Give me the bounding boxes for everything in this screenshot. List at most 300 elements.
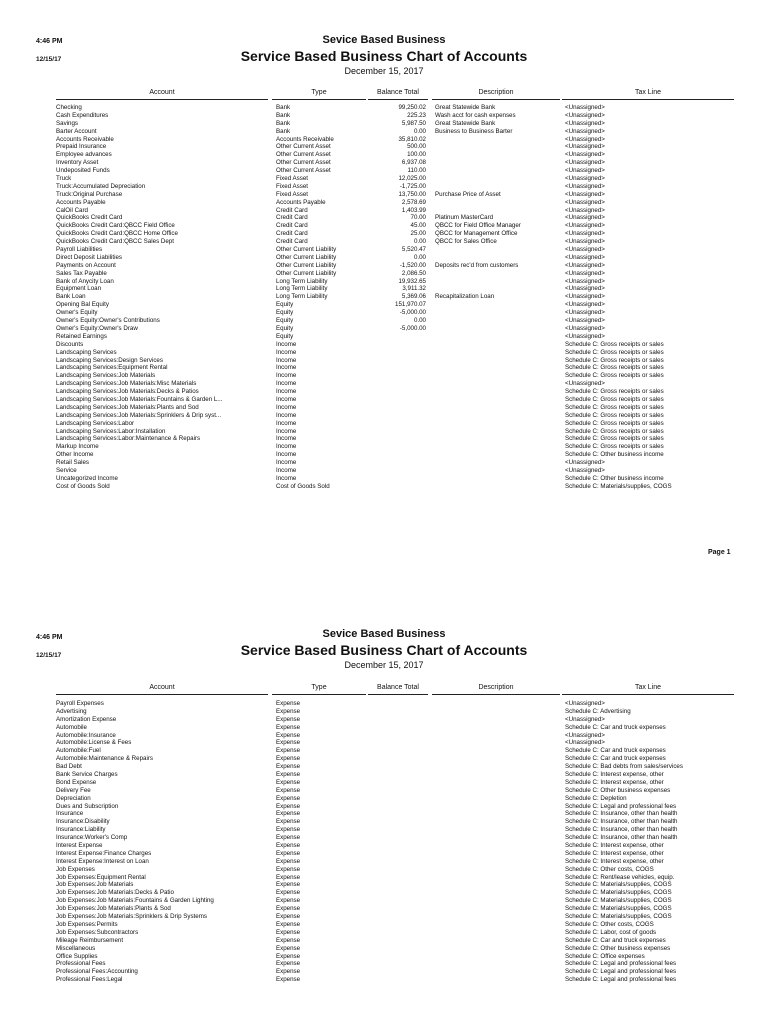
table-row <box>0 333 768 341</box>
table-row <box>0 412 768 420</box>
print-time: 4:46 PM <box>36 38 63 45</box>
account-name: Retained Earnings <box>56 332 107 340</box>
col-balance: Balance Total <box>377 684 419 691</box>
account-description: QBCC for Sales Office <box>435 238 497 246</box>
account-type: Expense <box>276 723 301 731</box>
tax-line: Schedule C: Gross receipts or sales <box>565 364 664 372</box>
account-name: Owner's Equity:Owner's Contributions <box>56 317 160 325</box>
table-row <box>0 968 768 976</box>
account-type: Long Term Liability <box>276 293 328 301</box>
balance-total: 110.00 <box>407 167 426 175</box>
account-name: Job Expenses:Job Materials:Fountains & Garden Lighting <box>56 897 214 905</box>
account-name: QuickBooks Credit Card:QBCC Field Office <box>56 222 175 230</box>
account-name: Landscaping Services:Job Materials:Sprinklers & Drip syst... <box>56 411 222 419</box>
account-name: Accounts Payable <box>56 198 106 206</box>
account-name: Landscaping Services:Job Materials:Plants and Sod <box>56 403 199 411</box>
col-tax-line: Tax Line <box>634 684 662 691</box>
account-type: Expense <box>276 936 301 944</box>
table-row <box>0 214 768 222</box>
account-name: Automobile:License & Fees <box>56 739 132 747</box>
account-name: Bank of Anycity Loan <box>56 277 114 285</box>
account-type: Expense <box>276 849 301 857</box>
table-row <box>0 151 768 159</box>
account-name: Job Expenses:Permits <box>56 920 118 928</box>
table-row <box>0 724 768 732</box>
account-type: Expense <box>276 810 301 818</box>
account-name: Uncategorized Income <box>56 474 118 482</box>
table-row <box>0 364 768 372</box>
table-row <box>0 451 768 459</box>
table-row <box>0 755 768 763</box>
tax-line: <Unassigned> <box>565 739 605 747</box>
tax-line: <Unassigned> <box>565 715 605 723</box>
tax-line: Schedule C: Legal and professional fees <box>565 960 677 968</box>
table-row <box>0 357 768 365</box>
account-type: Income <box>276 395 297 403</box>
header-rule <box>562 99 734 100</box>
table-row <box>0 199 768 207</box>
table-row <box>0 349 768 357</box>
tax-line: Schedule C: Gross receipts or sales <box>565 388 664 396</box>
tax-line: Schedule C: Materials/supplies, COGS <box>565 905 672 913</box>
tax-line: <Unassigned> <box>565 380 605 388</box>
company-name: Sevice Based Business <box>322 628 446 640</box>
col-description: Description <box>478 684 514 691</box>
account-type: Expense <box>276 818 301 826</box>
account-type: Expense <box>276 715 301 723</box>
table-row <box>0 953 768 961</box>
table-row <box>0 183 768 191</box>
table-row <box>0 803 768 811</box>
account-type: Credit Card <box>276 214 308 222</box>
tax-line: Schedule C: Materials/supplies, COGS <box>565 889 672 897</box>
table-row <box>0 112 768 120</box>
tax-line: Schedule C: Materials/supplies, COGS <box>565 482 672 490</box>
table-row <box>0 443 768 451</box>
table-row <box>0 945 768 953</box>
account-type: Equity <box>276 332 294 340</box>
balance-total: 151,970.07 <box>395 301 426 309</box>
tax-line: Schedule C: Gross receipts or sales <box>565 427 664 435</box>
tax-line: <Unassigned> <box>565 182 605 190</box>
account-type: Expense <box>276 755 301 763</box>
account-type: Income <box>276 451 297 459</box>
tax-line: Schedule C: Other business expenses <box>565 786 671 794</box>
account-name: Job Expenses:Equipment Rental <box>56 873 146 881</box>
balance-total: 70.00 <box>410 214 426 222</box>
tax-line: <Unassigned> <box>565 261 605 269</box>
account-name: Landscaping Services:Labor:Maintenance & Repairs <box>56 435 201 443</box>
account-description: QBCC for Management Office <box>435 230 518 238</box>
col-type: Type <box>311 89 327 96</box>
table-row <box>0 191 768 199</box>
account-name: Insurance:Worker's Comp <box>56 834 128 842</box>
account-name: Professional Fees <box>56 960 106 968</box>
account-table <box>0 104 768 491</box>
table-row <box>0 929 768 937</box>
balance-total: 1,403.99 <box>401 206 426 214</box>
account-type: Fixed Asset <box>276 190 308 198</box>
table-row <box>0 771 768 779</box>
account-name: Job Expenses:Job Materials:Plants & Sod <box>56 905 171 913</box>
balance-total: 0.00 <box>413 317 426 325</box>
table-row <box>0 301 768 309</box>
tax-line: <Unassigned> <box>565 143 605 151</box>
account-type: Expense <box>276 913 301 921</box>
tax-line: Schedule C: Car and truck expenses <box>565 747 666 755</box>
table-row <box>0 459 768 467</box>
account-name: Accounts Receivable <box>56 135 114 143</box>
account-name: Office Supplies <box>56 952 98 960</box>
table-row <box>0 104 768 112</box>
account-name: Job Expenses:Job Materials:Decks & Patio <box>56 889 174 897</box>
header-rule <box>56 694 268 695</box>
account-name: Other Income <box>56 451 94 459</box>
account-name: Bank Service Charges <box>56 771 118 779</box>
company-name: Sevice Based Business <box>322 34 446 46</box>
balance-total: 5,987.50 <box>401 119 426 127</box>
account-type: Equity <box>276 324 294 332</box>
account-name: Markup Income <box>56 443 99 451</box>
account-name: Landscaping Services:Labor <box>56 419 135 427</box>
tax-line: <Unassigned> <box>565 277 605 285</box>
account-type: Expense <box>276 842 301 850</box>
header-rule <box>368 99 428 100</box>
tax-line: Schedule C: Advertising <box>565 707 631 715</box>
account-name: Undeposited Funds <box>56 167 110 175</box>
tax-line: <Unassigned> <box>565 206 605 214</box>
account-type: Expense <box>276 976 301 984</box>
account-type: Expense <box>276 865 301 873</box>
account-type: Expense <box>276 905 301 913</box>
balance-total: -1,520.00 <box>399 261 426 269</box>
account-name: Savings <box>56 119 79 127</box>
account-description: Business to Business Barter <box>435 127 513 135</box>
account-type: Income <box>276 372 297 380</box>
account-name: Landscaping Services:Labor:Installation <box>56 427 166 435</box>
header-rule <box>272 99 366 100</box>
tax-line: <Unassigned> <box>565 151 605 159</box>
account-name: Advertising <box>56 707 87 715</box>
account-name: Professional Fees:Accounting <box>56 968 138 976</box>
print-date: 12/15/17 <box>36 652 62 659</box>
balance-total: 225.23 <box>407 111 426 119</box>
print-time: 4:46 PM <box>36 634 63 641</box>
account-name: Employee advances <box>56 151 112 159</box>
table-row <box>0 325 768 333</box>
balance-total: 0.00 <box>413 238 426 246</box>
account-name: Landscaping Services:Job Materials:Decks & Patios <box>56 388 199 396</box>
tax-line: Schedule C: Gross receipts or sales <box>565 435 664 443</box>
account-type: Income <box>276 348 297 356</box>
account-name: Owner's Equity <box>56 309 98 317</box>
tax-line: Schedule C: Interest expense, other <box>565 778 664 786</box>
account-name: Interest Expense:Finance Charges <box>56 849 152 857</box>
tax-line: <Unassigned> <box>565 700 605 707</box>
table-row <box>0 889 768 897</box>
account-name: Equipment Loan <box>56 285 102 293</box>
account-name: Landscaping Services:Job Materials <box>56 372 156 380</box>
table-row <box>0 467 768 475</box>
account-name: Cash Expenditures <box>56 111 109 119</box>
account-name: Job Expenses <box>56 865 95 873</box>
account-name: QuickBooks Credit Card:QBCC Sales Dept <box>56 238 174 246</box>
table-row <box>0 739 768 747</box>
account-type: Equity <box>276 317 294 325</box>
tax-line: Schedule C: Depletion <box>565 794 627 802</box>
tax-line: Schedule C: Gross receipts or sales <box>565 340 664 348</box>
tax-line: Schedule C: Gross receipts or sales <box>565 348 664 356</box>
table-row <box>0 309 768 317</box>
account-name: Prepaid Insurance <box>56 143 107 151</box>
account-name: Opening Bal Equity <box>56 301 109 309</box>
table-row <box>0 285 768 293</box>
account-type: Expense <box>276 771 301 779</box>
col-account: Account <box>149 89 175 96</box>
table-row <box>0 976 768 984</box>
tax-line: <Unassigned> <box>565 198 605 206</box>
table-row <box>0 483 768 491</box>
tax-line: <Unassigned> <box>565 238 605 246</box>
tax-line: <Unassigned> <box>565 269 605 277</box>
tax-line: Schedule C: Other business income <box>565 451 664 459</box>
table-row <box>0 921 768 929</box>
account-name: Landscaping Services:Design Services <box>56 356 163 364</box>
account-type: Expense <box>276 794 301 802</box>
balance-total: 35,810.02 <box>398 135 426 143</box>
tax-line: Schedule C: Office expenses <box>565 952 645 960</box>
account-name: Truck <box>56 175 72 183</box>
account-type: Income <box>276 474 297 482</box>
page-number: Page 1 <box>708 549 731 556</box>
account-name: Automobile:Maintenance & Repairs <box>56 755 153 763</box>
tax-line: <Unassigned> <box>565 175 605 183</box>
tax-line: <Unassigned> <box>565 167 605 175</box>
balance-total: 12,025.00 <box>398 175 426 183</box>
account-name: Mileage Reimbursement <box>56 936 124 944</box>
table-row <box>0 270 768 278</box>
balance-total: 0.00 <box>413 253 426 261</box>
account-type: Income <box>276 403 297 411</box>
account-type: Fixed Asset <box>276 182 308 190</box>
account-description: Platinum MasterCard <box>435 214 494 222</box>
tax-line: <Unassigned> <box>565 127 605 135</box>
account-type: Credit Card <box>276 222 308 230</box>
tax-line: Schedule C: Gross receipts or sales <box>565 372 664 380</box>
tax-line: <Unassigned> <box>565 246 605 254</box>
col-type: Type <box>311 684 327 691</box>
account-name: Retail Sales <box>56 459 90 467</box>
account-name: Job Expenses:Job Materials:Sprinklers & Drip Systems <box>56 913 207 921</box>
account-type: Credit Card <box>276 206 308 214</box>
account-type: Expense <box>276 889 301 897</box>
account-name: Landscaping Services:Job Materials:Misc Materials <box>56 380 197 388</box>
tax-line: Schedule C: Interest expense, other <box>565 857 664 865</box>
account-type: Other Current Asset <box>276 143 331 151</box>
account-type: Income <box>276 419 297 427</box>
table-row <box>0 897 768 905</box>
tax-line: Schedule C: Insurance, other than health <box>565 826 678 834</box>
table-row <box>0 795 768 803</box>
account-type: Other Current Asset <box>276 159 331 167</box>
account-type: Expense <box>276 952 301 960</box>
table-row <box>0 960 768 968</box>
table-row <box>0 787 768 795</box>
account-name: Bond Expense <box>56 778 97 786</box>
account-type: Expense <box>276 960 301 968</box>
account-description: QBCC for Field Office Manager <box>435 222 521 230</box>
account-name: Direct Deposit Liabilities <box>56 253 123 261</box>
balance-total: 45.00 <box>410 222 426 230</box>
table-row <box>0 826 768 834</box>
account-type: Expense <box>276 707 301 715</box>
account-type: Expense <box>276 928 301 936</box>
account-type: Long Term Liability <box>276 277 328 285</box>
account-name: Payments on Account <box>56 261 116 269</box>
account-type: Expense <box>276 944 301 952</box>
tax-line: Schedule C: Gross receipts or sales <box>565 356 664 364</box>
account-name: Payroll Expenses <box>56 700 104 707</box>
account-type: Income <box>276 459 297 467</box>
account-type: Credit Card <box>276 230 308 238</box>
tax-line: <Unassigned> <box>565 159 605 167</box>
table-row <box>0 475 768 483</box>
report-date: December 15, 2017 <box>344 660 424 670</box>
table-row <box>0 372 768 380</box>
account-name: Insurance <box>56 810 84 818</box>
balance-total: 25.00 <box>410 230 426 238</box>
table-row <box>0 420 768 428</box>
table-row <box>0 700 768 708</box>
account-table <box>0 700 768 984</box>
balance-total: 19,932.65 <box>398 277 426 285</box>
account-name: Automobile:Insurance <box>56 731 116 739</box>
account-name: CalOil Card <box>56 206 88 214</box>
balance-total: 99,250.02 <box>398 104 426 111</box>
table-row <box>0 874 768 882</box>
tax-line: <Unassigned> <box>565 293 605 301</box>
table-row <box>0 222 768 230</box>
tax-line: Schedule C: Interest expense, other <box>565 771 664 779</box>
balance-total: 500.00 <box>407 143 426 151</box>
account-name: Service <box>56 466 77 474</box>
tax-line: <Unassigned> <box>565 111 605 119</box>
account-type: Income <box>276 356 297 364</box>
account-name: Delivery Fee <box>56 786 91 794</box>
tax-line: Schedule C: Materials/supplies, COGS <box>565 881 672 889</box>
account-type: Expense <box>276 778 301 786</box>
print-date: 12/15/17 <box>36 56 62 63</box>
table-row <box>0 317 768 325</box>
account-name: Amortization Expense <box>56 715 117 723</box>
table-row <box>0 293 768 301</box>
account-type: Income <box>276 443 297 451</box>
tax-line: Schedule C: Rent/lease vehicles, equip. <box>565 873 675 881</box>
tax-line: <Unassigned> <box>565 190 605 198</box>
table-row <box>0 404 768 412</box>
balance-total: -5,000.00 <box>399 309 426 317</box>
col-description: Description <box>478 89 514 96</box>
account-name: Dues and Subscription <box>56 802 119 810</box>
report-title: Service Based Business Chart of Accounts <box>240 48 528 64</box>
account-type: Expense <box>276 873 301 881</box>
table-row <box>0 708 768 716</box>
table-row <box>0 278 768 286</box>
balance-total: 0.00 <box>413 127 426 135</box>
account-type: Equity <box>276 301 294 309</box>
table-row <box>0 128 768 136</box>
account-type: Expense <box>276 802 301 810</box>
tax-line: <Unassigned> <box>565 230 605 238</box>
table-row <box>0 167 768 175</box>
account-type: Expense <box>276 826 301 834</box>
tax-line: <Unassigned> <box>565 301 605 309</box>
header-rule <box>272 694 366 695</box>
table-row <box>0 396 768 404</box>
table-row <box>0 905 768 913</box>
table-row <box>0 818 768 826</box>
account-name: QuickBooks Credit Card <box>56 214 123 222</box>
tax-line: Schedule C: Insurance, other than health <box>565 834 678 842</box>
table-row <box>0 341 768 349</box>
table-row <box>0 763 768 771</box>
account-type: Other Current Liability <box>276 269 337 277</box>
account-type: Expense <box>276 834 301 842</box>
account-name: Automobile <box>56 723 87 731</box>
tax-line: Schedule C: Labor, cost of goods <box>565 928 657 936</box>
account-name: Automobile:Fuel <box>56 747 101 755</box>
tax-line: Schedule C: Gross receipts or sales <box>565 411 664 419</box>
table-row <box>0 238 768 246</box>
table-row <box>0 435 768 443</box>
account-name: Interest Expense:Interest on Loan <box>56 857 149 865</box>
account-name: Insurance:Liability <box>56 826 106 834</box>
account-name: Job Expenses:Subcontractors <box>56 928 139 936</box>
account-type: Income <box>276 435 297 443</box>
tax-line: <Unassigned> <box>565 253 605 261</box>
account-name: Cost of Goods Sold <box>56 482 110 490</box>
account-type: Expense <box>276 731 301 739</box>
account-type: Bank <box>276 111 291 119</box>
table-row <box>0 175 768 183</box>
balance-total: 5,369.06 <box>401 293 426 301</box>
account-description: Purchase Price of Asset <box>435 190 501 198</box>
balance-total: 2,086.50 <box>401 269 426 277</box>
account-name: Payroll Liabilities <box>56 246 103 254</box>
account-type: Bank <box>276 104 291 111</box>
tax-line: Schedule C: Insurance, other than health <box>565 818 678 826</box>
tax-line: Schedule C: Legal and professional fees <box>565 802 677 810</box>
account-type: Expense <box>276 786 301 794</box>
balance-total: 3,911.32 <box>402 285 426 293</box>
account-type: Accounts Receivable <box>276 135 334 143</box>
tax-line: Schedule C: Materials/supplies, COGS <box>565 897 672 905</box>
header-rule <box>432 99 560 100</box>
tax-line: <Unassigned> <box>565 104 605 111</box>
tax-line: <Unassigned> <box>565 285 605 293</box>
report-date: December 15, 2017 <box>344 66 424 76</box>
tax-line: Schedule C: Materials/supplies, COGS <box>565 913 672 921</box>
account-type: Other Current Asset <box>276 167 331 175</box>
tax-line: <Unassigned> <box>565 119 605 127</box>
account-type: Other Current Liability <box>276 246 337 254</box>
balance-total: -1,725.00 <box>399 182 426 190</box>
account-name: Checking <box>56 104 82 111</box>
balance-total: -5,000.00 <box>399 324 426 332</box>
col-account: Account <box>149 684 175 691</box>
account-type: Expense <box>276 739 301 747</box>
account-type: Bank <box>276 127 291 135</box>
